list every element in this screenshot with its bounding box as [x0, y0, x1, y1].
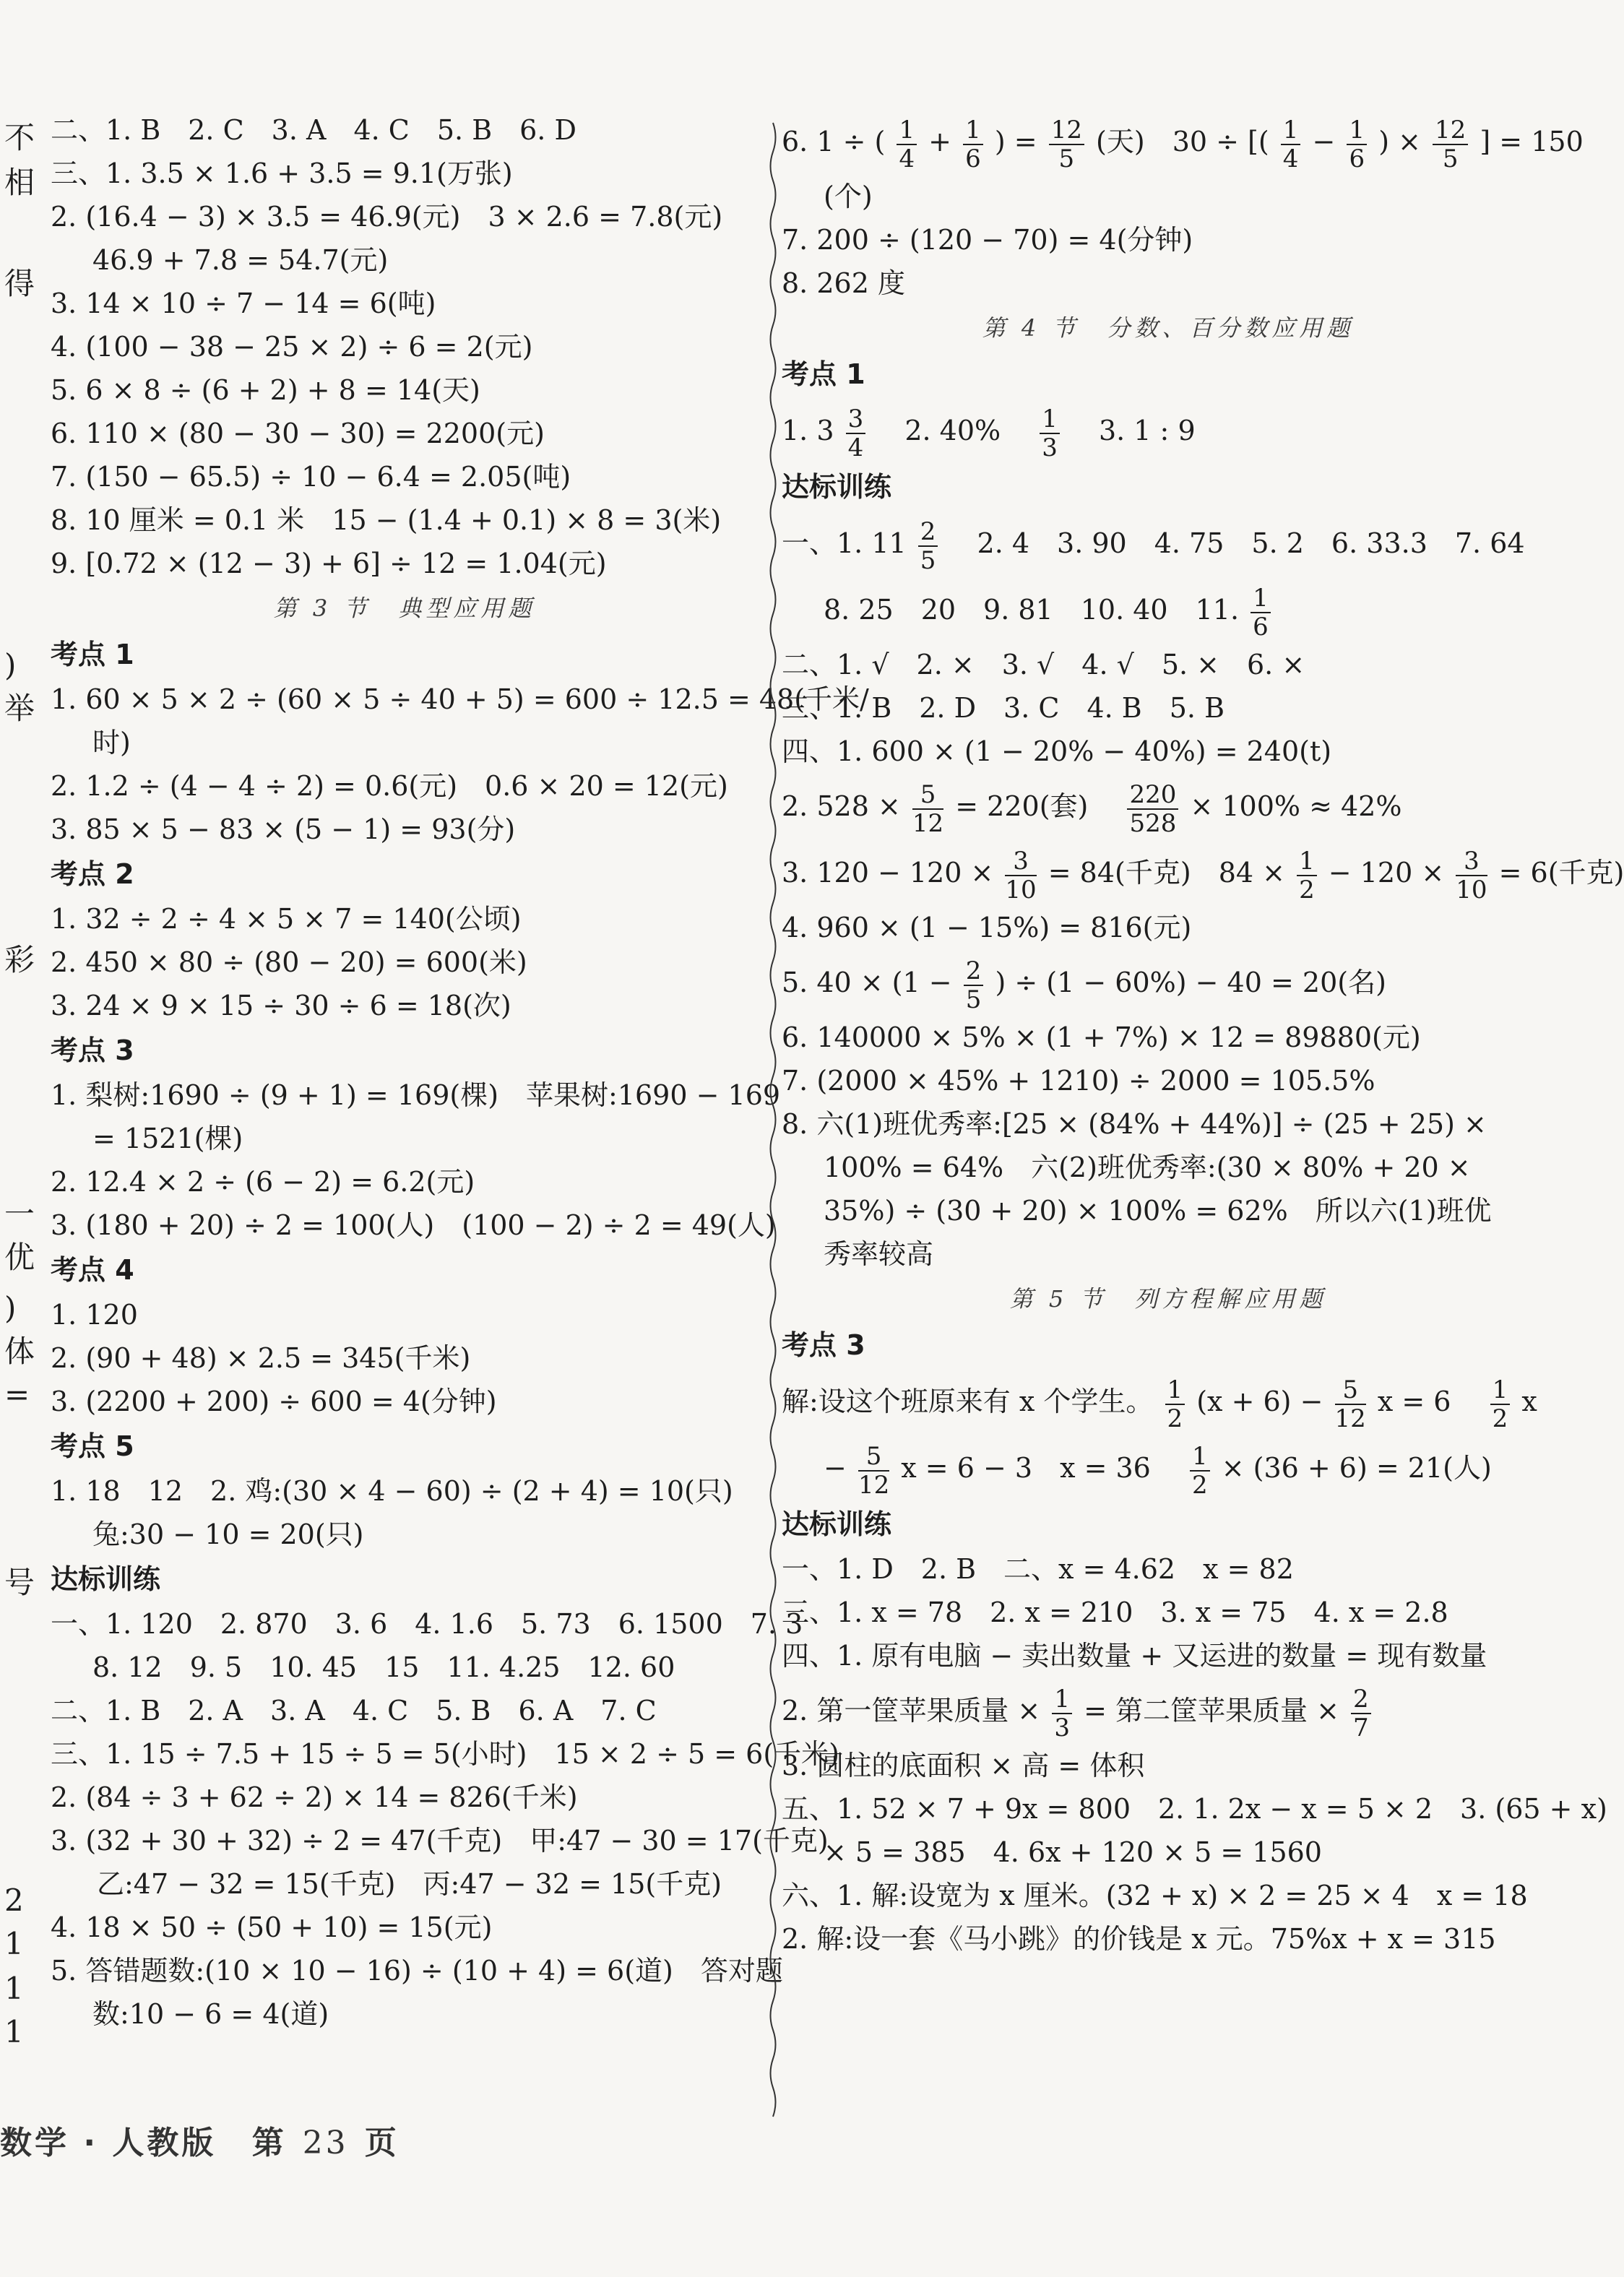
answer-line: 2. (90 + 48) × 2.5 = 345(千米)	[51, 1342, 471, 1374]
answer-line: 7. 200 ÷ (120 − 70) = 4(分钟)	[782, 224, 1193, 256]
answer-line: 8. 六(1)班优秀率:[25 × (84% + 44%)] ÷ (25 + 25) ×	[782, 1108, 1487, 1140]
fraction: $\frac{1}{6}$	[963, 118, 983, 171]
fraction: $\frac{1}{2}$	[1490, 1378, 1511, 1431]
topic-heading: 考点 4	[51, 1254, 134, 1286]
topic-heading: 考点 2	[51, 858, 134, 890]
fraction: $\frac{220}{528}$	[1127, 782, 1178, 836]
topic-heading: 考点 3	[782, 1329, 865, 1361]
margin-char: )	[4, 647, 17, 683]
answer-line: 五、1. 52 × 7 + 9x = 800 2. 1. 2x − x = 5 × 2 3. (65 + x)	[782, 1793, 1607, 1825]
answer-line: 四、1. 原有电脑 − 卖出数量 + 又运进的数量 = 现有数量	[782, 1640, 1487, 1672]
topic-heading: 考点 5	[51, 1430, 134, 1462]
margin-char: 1	[4, 1971, 24, 2006]
answer-line: 4. 18 × 50 ÷ (50 + 10) = 15(元)	[51, 1911, 493, 1943]
topic-heading: 达标训练	[782, 1508, 892, 1540]
fraction: $\frac{1}{3}$	[1040, 407, 1060, 460]
answer-line: 7. (2000 × 45% + 1210) ÷ 2000 = 105.5%	[782, 1065, 1375, 1097]
fraction: $\frac{5}{12}$	[1334, 1375, 1366, 1433]
answer-line: 3. 14 × 10 ÷ 7 − 14 = 6(吨)	[51, 288, 436, 319]
topic-heading: 达标训练	[782, 471, 892, 503]
fraction: $\frac{3}{10}$	[1005, 846, 1037, 904]
answer-line: 一、1. 11 $\frac{2}{5}$ 2. 4 3. 90 4. 75 5. 2 6. 33.3 7. 64	[782, 517, 1525, 575]
answer-line: 4. (100 − 38 − 25 × 2) ÷ 6 = 2(元)	[51, 331, 533, 363]
footer-page-suffix: 页	[364, 2125, 399, 2161]
answer-line: 2. 450 × 80 ÷ (80 − 20) = 600(米)	[51, 946, 527, 978]
margin-char: 号	[4, 1565, 35, 1600]
answer-line: 3. (180 + 20) ÷ 2 = 100(人) (100 − 2) ÷ 2 = 49(人)	[51, 1209, 776, 1241]
answer-line: = 1521(棵)	[92, 1123, 243, 1154]
answer-line: 二、1. √ 2. × 3. √ 4. √ 5. × 6. ×	[782, 649, 1305, 680]
answer-line: 1. 60 × 5 × 2 ÷ (60 × 5 ÷ 40 + 5) = 600 ÷ 12.5 = 48(千米/	[51, 683, 869, 715]
answer-line: 2. (84 ÷ 3 + 62 ÷ 2) × 14 = 826(千米)	[51, 1781, 578, 1813]
answer-line: 6. 1 ÷ ( $\frac{1}{4}$ + $\frac{1}{6}$ ) = $\frac{12}{5}$ (天) 30 ÷ [( $\frac{1}{4}$ − $\frac{1}{6}$ ) × $\frac{12}{5}$ ] = 150	[782, 115, 1584, 173]
topic-heading: 达标训练	[51, 1563, 161, 1595]
fraction: $\frac{2}{7}$	[1351, 1687, 1371, 1740]
fraction: $\frac{2}{5}$	[918, 519, 938, 573]
answer-line: 2. 528 × $\frac{5}{12}$ = 220(套) $\frac{220}{528}$ × 100% ≈ 42%	[782, 779, 1402, 838]
answer-line: 四、1. 600 × (1 − 20% − 40%) = 240(t)	[782, 735, 1332, 767]
answer-line: 3. 120 − 120 × $\frac{3}{10}$ = 84(千克) 84 × $\frac{1}{2}$ − 120 × $\frac{3}{10}$ = 6(千克)	[782, 846, 1624, 904]
answer-line: × 5 = 385 4. 6x + 120 × 5 = 1560	[824, 1836, 1322, 1868]
fraction: $\frac{1}{2}$	[1190, 1444, 1210, 1498]
footer-page-prefix: 第	[251, 2125, 287, 2161]
answer-line: 8. 25 20 9. 81 10. 40 11. $\frac{1}{6}$	[782, 576, 1555, 643]
answer-line: 1. 梨树:1690 ÷ (9 + 1) = 169(棵) 苹果树:1690 − 169	[51, 1079, 781, 1111]
answer-line: 5. 6 × 8 ÷ (6 + 2) + 8 = 14(天)	[51, 374, 480, 406]
answer-line: 3. 85 × 5 − 83 × (5 − 1) = 93(分)	[51, 813, 516, 845]
fraction: $\frac{12}{5}$	[1433, 118, 1468, 171]
margin-char: 1	[4, 1926, 24, 1961]
answer-line: 3. (32 + 30 + 32) ÷ 2 = 47(千克) 甲:47 − 30 = 17(千克)	[51, 1825, 829, 1857]
column-divider	[767, 123, 779, 2095]
answer-line: 3. (2200 + 200) ÷ 600 = 4(分钟)	[51, 1386, 497, 1417]
answer-line: 35%) ÷ (30 + 20) × 100% = 62% 所以六(1)班优	[824, 1195, 1492, 1227]
fraction: $\frac{5}{12}$	[858, 1441, 890, 1500]
answer-line: 2. 第一筐苹果质量 × $\frac{1}{3}$ = 第二筐苹果质量 × $\frac{2}{7}$	[782, 1677, 1555, 1744]
answer-line: 一、1. 120 2. 870 3. 6 4. 1.6 5. 73 6. 1500 7. 3	[51, 1608, 803, 1640]
answer-line: 秀率较高	[824, 1238, 934, 1270]
fraction: $\frac{3}{10}$	[1456, 846, 1487, 904]
answer-line: 三、1. x = 78 2. x = 210 3. x = 75 4. x = 2.8	[782, 1597, 1448, 1628]
answer-line: 100% = 64% 六(2)班优秀率:(30 × 80% + 20 ×	[824, 1152, 1471, 1183]
answer-line: 二、1. B 2. C 3. A 4. C 5. B 6. D	[51, 114, 576, 146]
margin-char: 体	[4, 1334, 35, 1369]
answer-line: 4. 960 × (1 − 15%) = 816(元)	[782, 912, 1192, 943]
answer-line: 2. 12.4 × 2 ÷ (6 − 2) = 6.2(元)	[51, 1166, 475, 1198]
answer-line: 2. 1.2 ÷ (4 − 4 ÷ 2) = 0.6(元) 0.6 × 20 = 12(元)	[51, 770, 728, 802]
answer-line: 6. 110 × (80 − 30 − 30) = 2200(元)	[51, 418, 545, 449]
answer-line: 9. [0.72 × (12 − 3) + 6] ÷ 12 = 1.04(元)	[51, 548, 607, 579]
answer-line: 三、1. 15 ÷ 7.5 + 15 ÷ 5 = 5(小时) 15 × 2 ÷ 5 = 6(千米)	[51, 1738, 839, 1770]
section-title: 第 5 节 列方程解应用题	[1009, 1285, 1327, 1313]
answer-line: 三、1. B 2. D 3. C 4. B 5. B	[782, 692, 1225, 724]
fraction: $\frac{1}{2}$	[1297, 849, 1317, 902]
answer-line: 8. 262 度	[782, 267, 905, 299]
margin-char: 1	[4, 2014, 24, 2049]
page-footer	[0, 2117, 399, 2163]
answer-line: 46.9 + 7.8 = 54.7(元)	[92, 244, 389, 276]
fraction: $\frac{1}{4}$	[1281, 118, 1301, 171]
answer-line: 6. 140000 × 5% × (1 + 7%) × 12 = 89880(元)	[782, 1021, 1421, 1053]
answer-line: 二、1. B 2. A 3. A 4. C 5. B 6. A 7. C	[51, 1695, 657, 1727]
fraction: $\frac{2}{5}$	[964, 959, 984, 1012]
margin-char: 相	[4, 165, 35, 200]
fraction: $\frac{5}{12}$	[912, 779, 944, 838]
answer-line: 三、1. 3.5 × 1.6 + 3.5 = 9.1(万张)	[51, 157, 513, 189]
margin-char: 2	[4, 1883, 24, 1918]
fraction: $\frac{1}{3}$	[1052, 1687, 1072, 1740]
fraction: $\frac{1}{6}$	[1347, 118, 1367, 171]
answer-line: 1. 120	[51, 1299, 138, 1331]
answer-line: 5. 40 × (1 − $\frac{2}{5}$ ) ÷ (1 − 60%) − 40 = 20(名)	[782, 956, 1386, 1014]
answer-line: 乙:47 − 32 = 15(千克) 丙:47 − 32 = 15(千克)	[97, 1868, 722, 1900]
page-number: 23	[302, 2125, 349, 2161]
answer-line: 1. 18 12 2. 鸡:(30 × 4 − 60) ÷ (2 + 4) = 10(只)	[51, 1475, 733, 1507]
fraction: $\frac{1}{2}$	[1165, 1378, 1185, 1431]
margin-char: 彩	[4, 942, 35, 977]
topic-heading: 考点 1	[51, 639, 134, 670]
answer-line: 1. 3 $\frac{3}{4}$ 2. 40% $\frac{1}{3}$ 3. 1 : 9	[782, 404, 1196, 462]
answer-line: 1. 32 ÷ 2 ÷ 4 × 5 × 7 = 140(公顷)	[51, 903, 522, 935]
answer-line: 兔:30 − 10 = 20(只)	[92, 1518, 364, 1550]
fraction: $\frac{12}{5}$	[1049, 118, 1084, 171]
left-margin-strip	[0, 0, 38, 2167]
margin-char: 一	[4, 1196, 35, 1232]
margin-char: 不	[4, 120, 35, 155]
footer-subject: 数学 · 人教版	[0, 2125, 217, 2161]
fraction: $\frac{3}{4}$	[846, 407, 866, 460]
answer-line: 六、1. 解:设宽为 x 厘米。(32 + x) × 2 = 25 × 4 x = 18	[782, 1880, 1528, 1911]
fraction: $\frac{1}{6}$	[1251, 586, 1271, 639]
section-title: 第 4 节 分数、百分数应用题	[982, 314, 1355, 342]
answer-line: 数:10 − 6 = 4(道)	[92, 1998, 329, 2030]
fraction: $\frac{1}{4}$	[897, 118, 917, 171]
margin-char: 得	[4, 266, 35, 301]
answer-line: 3. 圆柱的底面积 × 高 = 体积	[782, 1750, 1145, 1781]
topic-heading: 考点 1	[782, 358, 865, 390]
answer-line: (个)	[824, 181, 873, 212]
margin-char: 举	[4, 691, 35, 726]
margin-char: =	[4, 1377, 30, 1412]
answer-line: 一、1. D 2. B 二、x = 4.62 x = 82	[782, 1553, 1294, 1585]
section-title: 第 3 节 典型应用题	[273, 595, 536, 622]
answer-line: 5. 答错题数:(10 × 10 − 16) ÷ (10 + 4) = 6(道) 答对题	[51, 1955, 783, 1987]
answer-line: 8. 10 厘米 = 0.1 米 15 − (1.4 + 0.1) × 8 = 3(米)	[51, 504, 722, 536]
answer-line: 3. 24 × 9 × 15 ÷ 30 ÷ 6 = 18(次)	[51, 990, 511, 1021]
answer-line: 时)	[92, 727, 131, 759]
right-column	[782, 108, 1624, 1961]
answer-line: 2. (16.4 − 3) × 3.5 = 46.9(元) 3 × 2.6 = 7.8(元)	[51, 201, 723, 233]
answer-line: 8. 12 9. 5 10. 45 15 11. 4.25 12. 60	[92, 1651, 675, 1683]
margin-char: 优	[4, 1240, 35, 1275]
answer-line: 解:设这个班原来有 x 个学生。 $\frac{1}{2}$ (x + 6) − $\frac{5}{12}$ x = 6 $\frac{1}{2}$ x	[782, 1375, 1537, 1433]
margin-char: )	[4, 1290, 17, 1326]
topic-heading: 考点 3	[51, 1034, 134, 1066]
answer-line: − $\frac{5}{12}$ x = 6 − 3 x = 36 $\frac{1}{2}$ × (36 + 6) = 21(人)	[824, 1441, 1492, 1500]
answer-line: 2. 解:设一套《马小跳》的价钱是 x 元。75%x + x = 315	[782, 1923, 1496, 1955]
answer-line: 7. (150 − 65.5) ÷ 10 − 6.4 = 2.05(吨)	[51, 461, 571, 493]
